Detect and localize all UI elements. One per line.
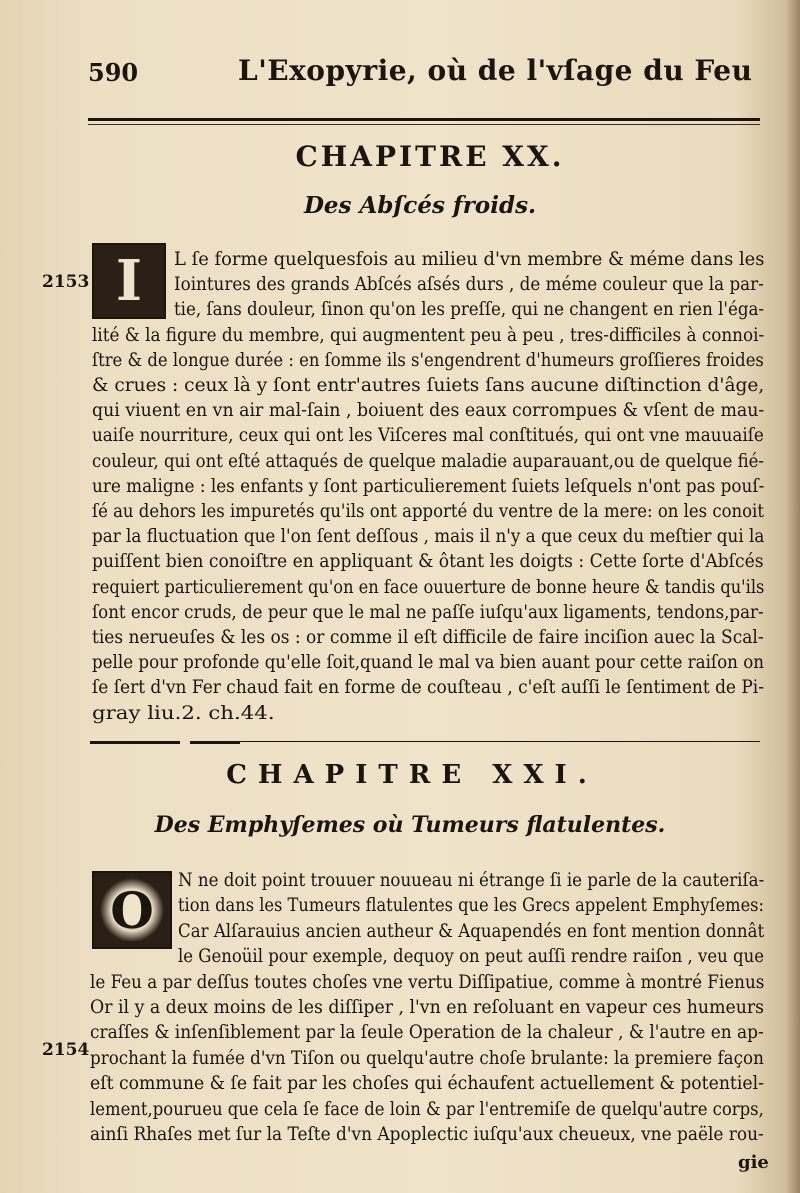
header-rule-thick <box>88 118 760 121</box>
text-line: couleur, qui ont eſté attaqués de quelque maladie auparauant,ou de quelque fié- <box>92 450 764 472</box>
text-line: ure maligne : les enfants y ſont particulierement ſuiets leſquels n'ont pas pouſ- <box>92 475 765 497</box>
text-line: ties nerueuſes & les os : or comme il eſt difficile de faire inciſion auec la Scal- <box>92 627 764 648</box>
margin-note-number: 2154 <box>42 1040 90 1060</box>
text-line: pelle pour profonde qu'elle ſoit,quand le mal va bien auant pour cette raiſon on <box>92 652 764 674</box>
text-line: N ne doit point trouuer nouueau ni étrange ſi ie parle de la cauteriſa- <box>178 870 765 891</box>
text-line: Car Alſarauius ancien autheur & Aquapendés en font mention donnât <box>178 920 765 942</box>
text-line: uaiſe nourriture, ceux qui ont les Viſceres mal conſtitués, qui ont vne mauuaiſe <box>92 425 764 447</box>
text-line: tion dans les Tumeurs flatulentes que les Grecs appelent Emphyſemes: <box>178 895 765 917</box>
text-line: le Genoüil pour exemple, dequoy on peut auſſi rendre raiſon , veu que <box>178 946 764 968</box>
running-title: L'Exopyrie, où de l'vſage du Feu <box>238 54 753 87</box>
drop-cap-initial: I <box>92 243 166 319</box>
text-line: prochant la fumée d'vn Tiſon ou quelqu'autre choſe brulante: la premiere façon <box>90 1047 764 1069</box>
page-spine-shadow <box>786 0 800 1193</box>
text-line: ſtre & de longue durée : en ſomme ils s'engendrent d'humeurs groſſieres froides <box>92 349 764 371</box>
page-number: 590 <box>88 58 139 87</box>
text-line: Or il y a deux moins de les diſſiper , l'vn en reſoluant en vapeur ces humeurs <box>90 997 765 1018</box>
section-rule-segment <box>90 741 180 744</box>
text-line: lité & la figure du membre, qui augmentent peu à peu , tres-difficiles à connoi- <box>92 324 765 346</box>
text-line: & crues : ceux là y ſont entr'autres ſuiets ſans aucune diſtinction d'âge, <box>92 375 765 396</box>
text-line: eſt commune & ſe fait par les choſes qui échaufent actuellement & potentiel- <box>90 1073 764 1095</box>
text-line: ainſi Rhaſes met ſur la Teſte d'vn Apoplectic iuſqu'aux cheueux, vne paële rou- <box>90 1124 764 1145</box>
text-line: qui viuent en vn air mal-ſain , boiuent des eaux corrompues & vſent de mau- <box>92 400 765 422</box>
chapter-21-heading: CHAPITRE XXI. <box>226 760 598 790</box>
text-line: Iointures des grands Abſcés aſsés durs , de méme couleur que la par- <box>174 274 764 296</box>
catchword: gie <box>738 1152 769 1173</box>
text-line: puiſſent bien conoiſtre en appliquant & ôtant les doigts : Cette ſorte d'Abſcés <box>92 551 764 573</box>
margin-note-number: 2153 <box>42 272 90 292</box>
section-rule <box>240 741 760 742</box>
text-line: ſé au dehors les impuretés qu'ils ont apporté du ventre de la mere: on les conoit <box>92 501 764 522</box>
text-line: gray liu.2. ch.44. <box>92 702 275 724</box>
chapter-20-heading: CHAPITRE XX. <box>295 140 565 173</box>
text-line: lement,pourueu que cela ſe face de loin & par l'entremiſe de quelqu'autre corps, <box>90 1098 764 1120</box>
chapter-21-subtitle: Des Emphyſemes où Tumeurs flatulentes. <box>154 812 666 838</box>
text-line: requiert particulierement qu'on en face ouuerture de bonne heure & tandis qu'ils <box>92 576 765 598</box>
text-line: par la fluctuation que l'on ſent deſſous , mais il n'y a que ceux du meſtier qui la <box>92 526 765 548</box>
text-line: tie, ſans douleur, ſinon qu'on les preſſe, qui ne changent en rien l'éga- <box>174 299 765 321</box>
page-header <box>88 52 768 92</box>
header-rule-thin <box>88 124 760 125</box>
text-line: L ſe forme quelquesfois au milieu d'vn membre & méme dans les <box>174 249 765 270</box>
chapter-20-subtitle: Des Abſcés froids. <box>303 192 537 219</box>
section-rule-segment <box>190 741 240 744</box>
text-line: ſe ſert d'vn Fer chaud fait en forme de couſteau , c'eſt auſſi le ſentiment de Pi- <box>92 677 764 699</box>
text-line: craſſes & inſenſiblement par la ſeule Operation de la chaleur , & l'autre en ap- <box>90 1022 764 1044</box>
text-line: le Feu a par deſſus toutes choſes vne vertu Diſſipatiue, comme à montré Fienus <box>90 971 765 993</box>
text-line: ſont encor cruds, de peur que le mal ne paſſe iuſqu'aux ligaments, tendons,par- <box>92 601 764 623</box>
drop-cap-ornamented-initial: O <box>92 871 172 949</box>
